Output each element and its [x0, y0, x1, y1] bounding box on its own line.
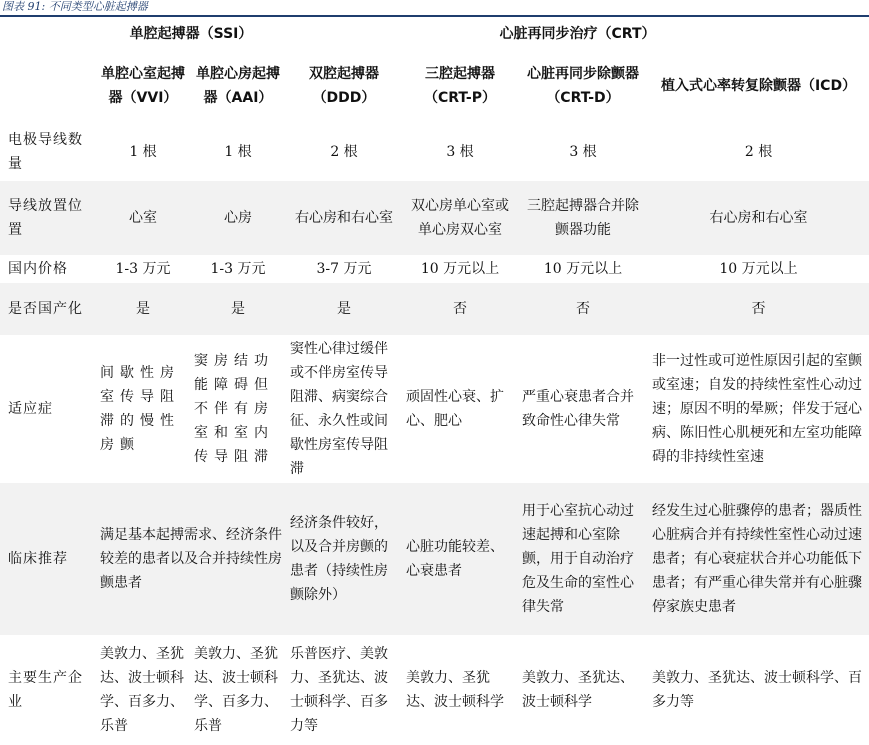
table-cell: 非一过性或可逆性原因引起的室颤或室速；自发的持续性室性心动过速；原因不明的晕厥；伴发于冠心病、陈旧性心肌梗死和左室功能障碍的非持续性室速	[652, 353, 862, 465]
table-cell: 三腔起搏器合并除颤器功能	[518, 181, 648, 255]
table-cell: 右心房和右心室	[286, 181, 402, 255]
header-row-1	[0, 19, 869, 49]
table-cell: 3 根	[446, 144, 474, 160]
caption-divider	[0, 15, 869, 17]
row-label: 国内价格	[8, 261, 68, 277]
table-cell: 美敦力、圣犹达、波士顿科学、百多力等	[652, 670, 862, 710]
table-row	[0, 335, 869, 483]
table-cell: 美敦力、圣犹达、波士顿科学	[522, 670, 634, 710]
table-cell: 2 根	[744, 144, 773, 160]
table-cell: 1 根	[129, 144, 157, 160]
table-cell: 右心房和右心室	[648, 181, 869, 255]
table-cell: 乐普医疗、美敦力、圣犹达、波士顿科学、百多力等	[290, 646, 388, 734]
table-cell: 间歇性房室传导阻滞的慢性房颤	[100, 365, 180, 453]
table-cell: 心脏功能较差、心衰患者	[402, 483, 518, 635]
table-cell: 顽固性心衰、扩心、肥心	[406, 389, 504, 429]
table-cell: 是	[286, 283, 402, 335]
header-ssi: 单腔起搏器（SSI）	[129, 26, 253, 42]
table-cell: 美敦力、圣犹达、波士顿科学、百多力、乐普	[100, 646, 184, 734]
row-label: 适应症	[8, 401, 53, 417]
header-vvi: 单腔心室起搏器（VVI）	[101, 66, 185, 106]
table-cell: 1 根	[224, 144, 252, 160]
row-label: 电极导线数量	[8, 132, 83, 172]
row-label: 临床推荐	[0, 483, 96, 635]
table-cell: 满足基本起搏需求、经济条件较差的患者以及合并持续性房颤患者	[96, 483, 286, 635]
table-cell: 用于心室抗心动过速起搏和心室除颤，用于自动治疗危及生命的室性心律失常	[518, 483, 648, 635]
header-crt: 心脏再同步治疗（CRT）	[499, 26, 656, 42]
table-cell: 是	[190, 283, 286, 335]
table-cell: 心房	[190, 181, 286, 255]
table-cell: 经济条件较好，以及合并房颤的患者（持续性房颤除外）	[286, 483, 402, 635]
table-cell: 10 万元以上	[543, 261, 623, 277]
table-cell: 经发生过心脏骤停的患者；器质性心脏病合并有持续性室性心动过速患者；有心衰症状合并心功能低下患者；有严重心律失常并有心脏骤停家族史患者	[648, 483, 869, 635]
header-crt-p: 三腔起搏器（CRT-P）	[424, 66, 496, 106]
row-label: 导线放置位置	[0, 181, 96, 255]
table-row	[0, 483, 869, 635]
table-cell: 是	[96, 283, 190, 335]
table-cell: 窦房结功能障碍但不伴有房室和室内传导阻滞	[194, 353, 274, 465]
table-cell: 否	[518, 283, 648, 335]
table-row	[0, 123, 869, 181]
row-label: 主要生产企业	[8, 670, 83, 710]
header-icd: 植入式心率转复除颤器（ICD）	[660, 78, 857, 94]
table-cell: 3-7 万元	[316, 261, 372, 277]
table-cell: 美敦力、圣犹达、波士顿科学、百多力、乐普	[194, 646, 278, 734]
row-label: 是否国产化	[0, 283, 96, 335]
table-cell: 否	[648, 283, 869, 335]
table-cell: 美敦力、圣犹达、波士顿科学	[406, 670, 504, 710]
table-cell: 3 根	[569, 144, 597, 160]
figure-caption: 图表 91: 不同类型心脏起搏器	[2, 0, 148, 13]
header-crt-d: 心脏再同步除颤器（CRT-D）	[527, 66, 639, 106]
header-row-2	[0, 49, 869, 123]
pacemaker-comparison-table	[0, 19, 869, 745]
table-row	[0, 635, 869, 745]
table-cell: 窦性心律过缓伴或不伴房室传导阻滞、病窦综合征、永久性或间歇性房室传导阻滞	[290, 341, 388, 477]
header-aai: 单腔心房起搏器（AAI）	[196, 66, 280, 106]
header-ddd: 双腔起搏器（DDD）	[309, 66, 379, 106]
table-cell: 1-3 万元	[210, 261, 266, 277]
table-cell: 10 万元以上	[420, 261, 500, 277]
table-row	[0, 283, 869, 335]
table-row	[0, 181, 869, 255]
table-cell: 2 根	[330, 144, 358, 160]
table-cell: 心室	[96, 181, 190, 255]
table-cell: 严重心衰患者合并致命性心律失常	[522, 389, 634, 429]
table-cell: 否	[402, 283, 518, 335]
table-row	[0, 255, 869, 283]
table-cell: 1-3 万元	[115, 261, 171, 277]
table-cell: 10 万元以上	[719, 261, 798, 277]
table-cell: 双心房单心室或单心房双心室	[402, 181, 518, 255]
